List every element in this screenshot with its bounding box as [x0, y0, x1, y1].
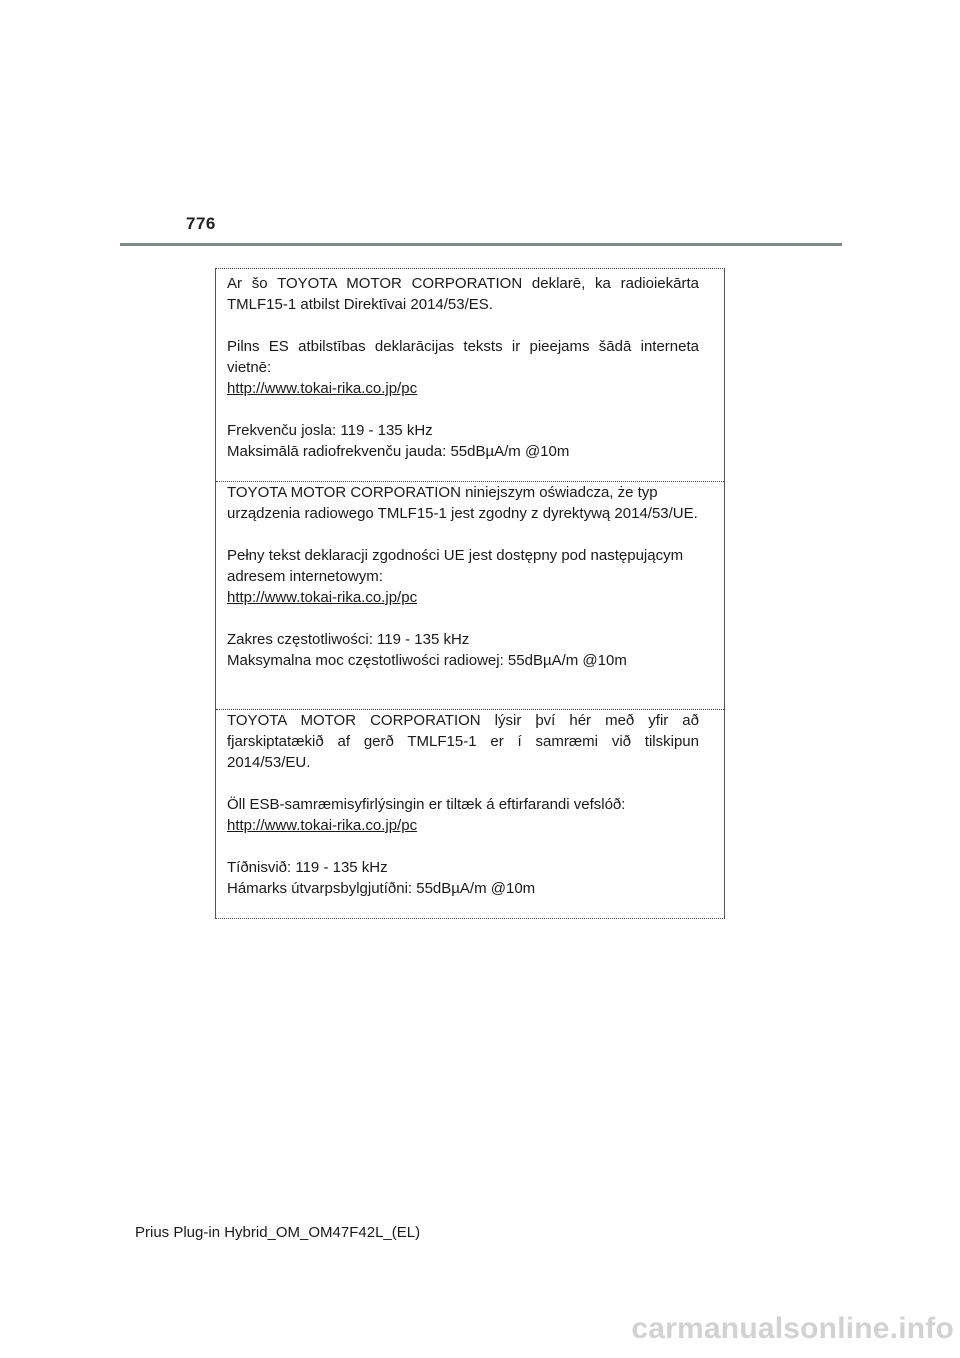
- manual-footer: Prius Plug-in Hybrid_OM_OM47F42L_(EL): [135, 1224, 421, 1241]
- max-power-text: Maksimālā radiofrekvenču jauda: 55dBµA/m @10m: [227, 443, 570, 460]
- header-rule: [120, 243, 842, 246]
- declaration-availability-text: Pełny tekst deklaracji zgodności UE jest dostępny pod następującym adresem internetowym:: [227, 547, 684, 585]
- declaration-icelandic: [216, 710, 724, 899]
- declaration-text: TOYOTA MOTOR CORPORATION lýsir því hér með yfir að fjarskiptatækið af gerð TMLF15-1 er í samræmi við tilskipun 2014/53/EU.: [227, 712, 699, 771]
- declaration-url-link[interactable]: http://www.tokai-rika.co.jp/pc: [227, 589, 418, 606]
- declaration-text: TOYOTA MOTOR CORPORATION niniejszym oświadcza, że typ urządzenia radiowego TMLF15-1 jest zgodny z dyrektywą 2014/53/UE.: [227, 484, 698, 522]
- declaration-polish: [216, 482, 724, 671]
- frequency-band-text: Tíðnisvið: 119 - 135 kHz: [227, 859, 388, 876]
- declaration-url-link[interactable]: http://www.tokai-rika.co.jp/pc: [227, 380, 418, 397]
- max-power-text: Maksymalna moc częstotliwości radiowej: 55dBµA/m @10m: [227, 652, 627, 669]
- watermark: carmanualsonline.info: [631, 1312, 954, 1345]
- declaration-availability-text: Pilns ES atbilstības deklarācijas teksts ir pieejams šādā interneta vietnē:: [227, 338, 699, 376]
- declaration-text: Ar šo TOYOTA MOTOR CORPORATION deklarē, ka radioiekārta TMLF15-1 atbilst Direktīvai 2014/53/ES.: [227, 275, 699, 313]
- frequency-band-text: Frekvenču josla: 119 - 135 kHz: [227, 422, 433, 439]
- declaration-latvian: [216, 273, 724, 462]
- declaration-box: [215, 268, 725, 919]
- frequency-band-text: Zakres częstotliwości: 119 - 135 kHz: [227, 631, 470, 648]
- declaration-availability-text: Öll ESB-samræmisyfirlýsingin er tiltæk á eftirfarandi vefslóð:: [227, 796, 626, 813]
- declaration-url-link[interactable]: http://www.tokai-rika.co.jp/pc: [227, 817, 418, 834]
- max-power-text: Hámarks útvarpsbylgjutíðni: 55dBµA/m @10m: [227, 880, 536, 897]
- page-number: 776: [186, 214, 216, 233]
